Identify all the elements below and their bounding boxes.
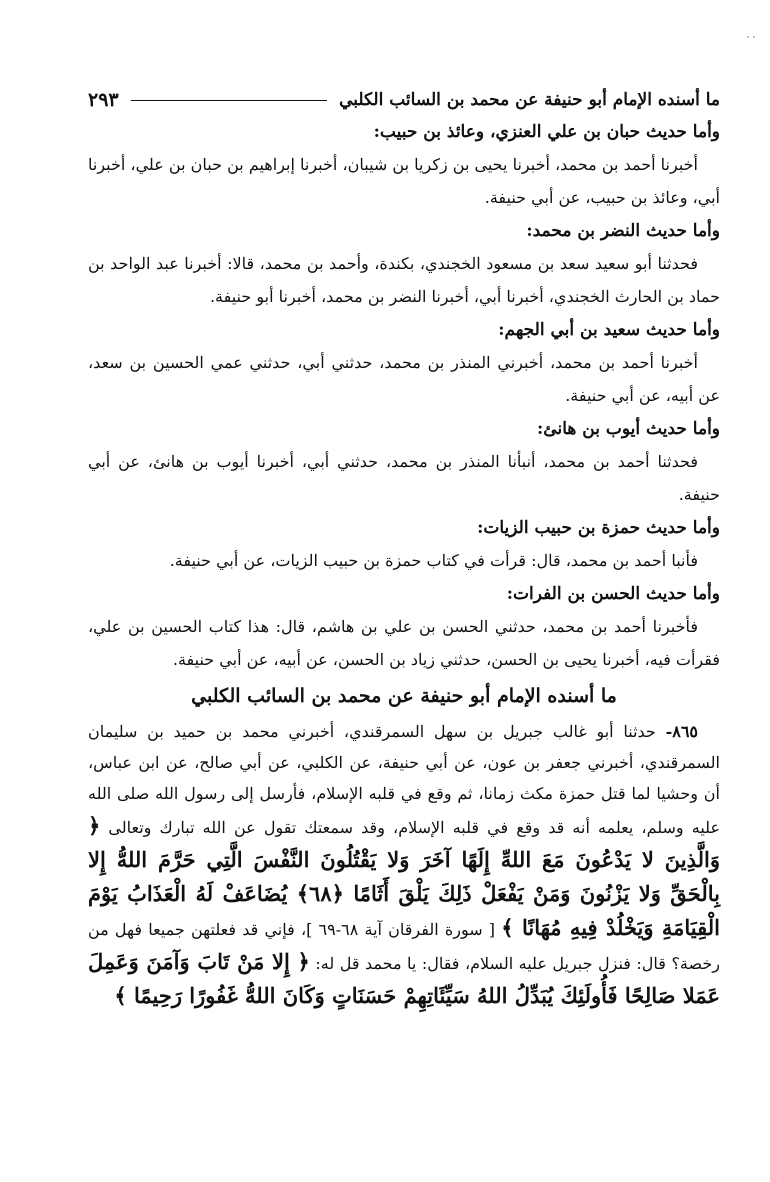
quran-verse-2: ﴿ إِلا مَنْ تَابَ وَآمَنَ وَعَمِلَ عَمَلا صَالِحًا فَأُولَئِكَ يُبَدِّلُ اللهُ سَيِّئَاتِهِمْ حَسَنَاتٍ وَكَانَ اللهُّ غَفُورًا رَحِيمًا ﴾	[88, 949, 720, 1008]
section-text: فأخبرنا أحمد بن محمد، حدثني الحسن بن علي بن هاشم، قال: هذا كتاب الحسين بن علي، فقرأت فيه، أخبرنا يحيى بن الحسن، حدثني زياد بن الحسن، عن أبيه، عن أبي حنيفة.	[88, 617, 720, 669]
section-hasan	[88, 578, 720, 676]
section-text: أخبرنا أحمد بن محمد، أخبرنا يحيى بن زكريا بن شيبان، أخبرنا إبراهيم بن حبان بن علي، أخبرنا أبي، وعائذ بن حبيب، عن أبي حنيفة.	[88, 155, 720, 207]
section-nadr	[88, 215, 720, 313]
section-text: فحدثنا أحمد بن محمد، أنبأنا المنذر بن محمد، حدثني أبي، أخبرنا أيوب بن هانئ، عن أبي حنيفة.	[88, 452, 720, 504]
page	[88, 84, 720, 1013]
section-said	[88, 314, 720, 412]
section-text: أخبرنا أحمد بن محمد، أخبرني المنذر بن محمد، حدثني أبي، حدثني عمي الحسين بن سعد، عن أبيه، عن أبي حنيفة.	[88, 353, 720, 405]
section-text: فحدثنا أبو سعيد سعد بن مسعود الخجندي، بكندة، وأحمد بن محمد، قالا: أخبرنا عبد الواحد بن حماد بن الحارث الخجندي، أخبرنا أبي، أخبرنا النضر بن محمد، أخبرنا أبو حنيفة.	[88, 254, 720, 306]
chapter-title: ما أسنده الإمام أبو حنيفة عن محمد بن السائب الكلبي	[191, 685, 617, 707]
section-heading: وأما حديث النضر بن محمد:	[526, 221, 720, 241]
section-heading: وأما حديث الحسن بن الفرات:	[506, 584, 720, 604]
page-number: ٢٩٣	[88, 89, 119, 111]
section-heading: وأما حديث حمزة بن حبيب الزيات:	[477, 518, 720, 538]
section-heading: وأما حديث حبان بن علي العنزي، وعائذ بن حبيب:	[373, 122, 720, 142]
section-ayyub	[88, 413, 720, 511]
running-title: ما أسنده الإمام أبو حنيفة عن محمد بن السائب الكلبي	[339, 90, 720, 110]
header-rule	[131, 100, 327, 101]
hadith-text	[88, 716, 720, 1013]
narration-part-1: حدثنا أبو غالب جبريل بن سهل السمرقندي، أخبرني محمد بن حميد بن سليمان السمرقندي، أخبرني جعفر بن عون، عن أبي حنيفة، عن الكلبي، عن أبي صالح، عن ابن عباس، أن وحشيا لما قتل حمزة مكث زمانا، ثم وقع في قلبه الإسلام، فأرسل إلى رسول الله صلى الله عليه وسلم، يعلمه أنه قد وقع في قلبه الإسلام، وقد سمعتك تقول عن الله تبارك وتعالى	[88, 722, 720, 837]
narration-part-2: [ سورة الفرقان آية ٦٨-٦٩ ]، فإني قد فعلتهن جميعا فهل من رخصة؟ قال: فنزل جبريل عليه السلام، فقال: يا محمد قل له:	[88, 920, 721, 973]
running-header	[88, 84, 720, 116]
hadith-number: ٨٦٥-	[665, 722, 698, 741]
quran-verse-1: ﴿ وَالَّذِينَ لا يَدْعُونَ مَعَ اللهِّ إِلَهًا آخَرَ وَلا يَقْتُلُونَ النَّفْسَ الَّتِي حَرَّمَ اللهُّ إِلا بِالْحَقِّ وَلا يَزْنُونَ وَمَنْ يَفْعَلْ ذَلِكَ يَلْقَ أَثَامًا ﴿٦٨﴾ يُضَاعَفْ لَهُ الْعَذَابُ يَوْمَ الْقِيَامَةِ وَيَخْلُدْ فِيهِ مُهَانًا ﴾	[88, 813, 720, 940]
section-heading: وأما حديث أيوب بن هانئ:	[537, 419, 720, 439]
section-heading: وأما حديث سعيد بن أبي الجهم:	[498, 320, 720, 340]
section-hamza	[88, 512, 720, 577]
corner-mark: ٠٠	[745, 30, 757, 43]
section-hibban	[88, 116, 720, 214]
section-text: فأنبا أحمد بن محمد، قال: قرأت في كتاب حمزة بن حبيب الزيات، عن أبي حنيفة.	[169, 551, 698, 570]
